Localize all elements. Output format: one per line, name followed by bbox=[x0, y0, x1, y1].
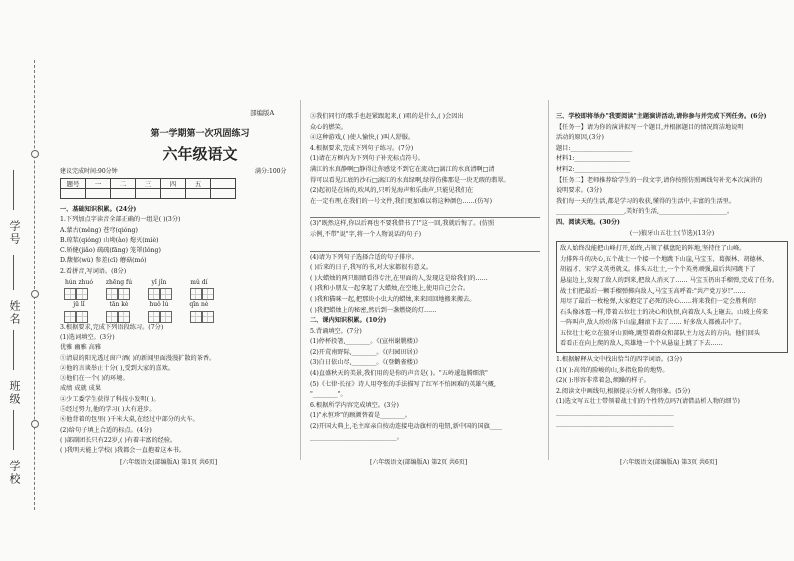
question-line: 三、学校即将举办"我要阅读"主题演讲活动,请你参与并完成下列任务。(6分) bbox=[556, 113, 767, 120]
write-box[interactable] bbox=[106, 288, 118, 300]
question-line: 示例,不带"说"字,将一个人物说话的句子) bbox=[310, 230, 422, 238]
question-line: 满江的水真静啊□静得让你感觉不到它在流动□漓江的水真清啊□清 bbox=[310, 165, 495, 173]
binding-hole bbox=[31, 290, 39, 298]
write-box[interactable] bbox=[118, 288, 130, 300]
page-3-footer: [六年级语文(部编版A) 第3页 共6页] bbox=[620, 459, 718, 466]
pinyin-label: yǐ jǐn bbox=[151, 279, 167, 287]
writing-grid-row bbox=[60, 311, 292, 323]
question-line: 材料2:__________________ bbox=[556, 165, 631, 173]
question-line: 【任务二】老师推荐给学生的一段文字,请你按照仿照画线句补充本次演讲的 bbox=[556, 176, 763, 184]
pinyin-label: mǔ dí bbox=[190, 279, 208, 287]
write-box[interactable] bbox=[190, 288, 202, 300]
passage-line: 石头像冰雹一样,带着五位壮士的决心和仇恨,向着敌人头上砸去。山坡上传来 bbox=[560, 308, 769, 316]
question-line: A.蒙古(měng) 苍穹(qióng) bbox=[60, 226, 138, 234]
question-line: (2)( ):形容非常着急,烦躁的样子。 bbox=[556, 377, 650, 385]
reading-title: (一)狼牙山五壮士(节选)(13分) bbox=[629, 229, 715, 237]
question-line: ____________________________。 bbox=[310, 433, 403, 441]
pinyin-label: huǒ lú bbox=[149, 301, 169, 309]
id-line bbox=[13, 170, 14, 210]
question-line: 材料1:__________________ bbox=[556, 155, 631, 163]
page-3-questions bbox=[556, 112, 788, 429]
question-line: (3)"既然这样,你以后再也不要我借书了!"这一回,我就后悔了。(仿照 bbox=[310, 220, 495, 228]
name-line bbox=[13, 255, 14, 290]
write-box[interactable] bbox=[160, 288, 172, 300]
name-label: 姓名 bbox=[8, 300, 21, 326]
exam-title: 六年级语文 bbox=[162, 145, 238, 163]
question-line: ( )我明天能上学校( )我都会一直抱着这本书。 bbox=[60, 447, 185, 455]
page-1-questions bbox=[60, 205, 292, 457]
write-box[interactable] bbox=[106, 311, 118, 323]
binding-hole bbox=[31, 420, 39, 428]
question-line: 3.根据要求,完成下列语段练习。(7分) bbox=[60, 323, 164, 331]
question-line: (5)《七律·长征》诗人用夸张的手法描写了红军不怕困难的英雄气概, bbox=[310, 380, 496, 388]
question-line: 4.根据要求,完成下列句子练习。(7分) bbox=[310, 144, 414, 152]
score-table bbox=[60, 178, 236, 199]
question-line: ( )我把蜡烛上的秘密,然后到一盏燃烧的灯…… bbox=[310, 306, 437, 314]
full-score: 满分:100分 bbox=[255, 168, 287, 175]
question-line: ( )大蜡烛的两只眼睛看得专注,在里面的人,发现这是给我们的…… bbox=[310, 274, 488, 282]
question-line: C.矫健(jiǎo) 疏疏(fāng) 笼罩(lǒng) bbox=[60, 247, 161, 255]
question-line: ______________________,美好的生活,______________________。 bbox=[556, 208, 734, 216]
write-box[interactable] bbox=[160, 311, 172, 323]
question-line: 优雅 幽雅 高雅 bbox=[60, 344, 102, 352]
question-line: D.馥郁(wù) 参差(cī) 蘑菇(mó) bbox=[60, 257, 147, 265]
question-line: (1)停杯投箸,________。《(宣州谢朓楼)》 bbox=[310, 338, 422, 346]
question-line: (2)开国大典上,毛主席亲自按动连接电动旗杆的电钮,新中国的国旗____ bbox=[310, 423, 503, 431]
write-box[interactable] bbox=[64, 311, 76, 323]
question-line: 众心的燃笑。 bbox=[310, 123, 348, 131]
passage-line: 悬崖边上,发现了敌人的到来,把敌人消灭了…… 马宝玉扔出手榴弹,完成了任务。 bbox=[560, 276, 779, 284]
class-line bbox=[13, 330, 14, 370]
question-line: (2)开荒南野际,________。《(归园田居)》 bbox=[310, 348, 422, 356]
question-line: 1.下列加点字读音全部正确的一组是( )(3分) bbox=[60, 216, 181, 224]
question-line: 2.看拼音,写词语。(8分) bbox=[60, 267, 127, 275]
write-box[interactable] bbox=[202, 311, 214, 323]
write-box[interactable] bbox=[148, 288, 160, 300]
question-line: ③他们在一个( )的环境。 bbox=[60, 375, 129, 383]
question-line: 二、课内知识积累。(10分) bbox=[310, 317, 387, 325]
id-label: 学号 bbox=[8, 220, 21, 246]
section-heading: 四、阅读天地。(30分) bbox=[556, 218, 620, 226]
pinyin-label: jū lǐ bbox=[73, 301, 85, 309]
score-cell bbox=[211, 179, 236, 189]
question-line: 1.根据解释从文中找出恰当的四字词语。(3分) bbox=[556, 356, 683, 364]
question-line: (1)选词填空。(3分) bbox=[60, 333, 115, 341]
write-box[interactable] bbox=[190, 311, 202, 323]
write-box[interactable] bbox=[76, 311, 88, 323]
question-line: ③我们同行的歌手也赶紧跟起来,( )唱的是什么,( )会因出 bbox=[310, 113, 464, 120]
answer-line[interactable]: ______________________________________ bbox=[556, 409, 674, 417]
write-box[interactable] bbox=[202, 288, 214, 300]
question-line: (2)起初是在场的,吹风的,只听见海声和乐曲声,只能见我们在 bbox=[310, 187, 474, 195]
question-line: 说明要求。(3分) bbox=[556, 187, 602, 195]
pinyin-label: qīn nè bbox=[189, 301, 209, 309]
passage-line: 战士们把最后一颗手榴弹掷向敌人,马宝玉高呼着:"共产党万岁!"…… bbox=[560, 287, 746, 295]
question-line: (1)( ):高耸的险峻的山,多指危险的地势。 bbox=[556, 366, 669, 374]
binding-dash-line bbox=[34, 60, 35, 510]
question-line: ( )部副团长只有22岁,( )有着丰富的经验。 bbox=[60, 436, 177, 444]
school-label: 学校 bbox=[8, 460, 21, 486]
question-line: ①清晨的阳光透过窗户洒( )的新闻里面漫漫扩散的茶香。 bbox=[60, 354, 216, 362]
question-line: 活动的原因,(3分) bbox=[556, 134, 604, 142]
answer-line[interactable] bbox=[310, 242, 540, 252]
write-box[interactable] bbox=[148, 311, 160, 323]
question-line: ⑤经过努力,他的学习( )大有进步。 bbox=[60, 406, 156, 414]
reading-passage bbox=[556, 241, 788, 353]
question-line: ( )我和小朋友一起拿起了大蜡烛,在空地上,使用自己会合。 bbox=[310, 285, 470, 293]
question-line: 题目:____________________ bbox=[556, 144, 633, 152]
question-line: B.琼浆(qióng) 山坳(ào) 熄灭(miè) bbox=[60, 236, 159, 244]
question-line: ( )后来的日子,我写的书,对大家都很有意义。 bbox=[310, 264, 433, 272]
question-line: 我们每一天的生活,都是学习的收获,懂得的生活中,丰富的生活里。 bbox=[556, 197, 736, 205]
question-line: 2.阅读文中画线句,根据提示分析人物形象。(5分) bbox=[556, 387, 691, 395]
question-line: ②他的言谈举止十分( ),受到大家的喜欢。 bbox=[60, 364, 174, 372]
binding-hole bbox=[31, 150, 39, 158]
question-line: 一、基础知识积累。(24分) bbox=[60, 206, 137, 213]
question-line: (3)白日依山尽,________。《(登鹳雀楼)》 bbox=[310, 359, 422, 367]
question-line: (1)选文写五壮士带领着战士们的个性特点吗?(请借品析人物的细节) bbox=[556, 398, 740, 406]
question-line: ⑥他背着的包里( )千米大桌,在经过中部分的火车。 bbox=[60, 416, 199, 424]
question-line: 6.根据所学内容完成填空。(3分) bbox=[310, 401, 399, 409]
passage-line: 用尽了最后一枚枪弹,大家抱定了必死的决心……将来我们一定会胜利的! bbox=[560, 298, 757, 306]
question-line: ( )我和猫咪一起,把那块小虫大的蜡烛,来来回回地搬来搬去。 bbox=[310, 295, 476, 303]
question-line: 在一定有理,在我们的一号文件,我们更加难以将这种颜色……(仿写) bbox=[310, 197, 493, 205]
class-label: 班级 bbox=[8, 380, 21, 406]
write-box[interactable] bbox=[76, 288, 88, 300]
time-note: 建议完成时间:90分钟 bbox=[60, 168, 118, 175]
pinyin-label: hún zhuó bbox=[64, 279, 93, 287]
writing-grid-row bbox=[60, 288, 292, 300]
answer-line[interactable] bbox=[310, 208, 540, 218]
question-line: (4)请为下列句子选择合适的句子排序。 bbox=[310, 253, 418, 261]
score-cell: 题号 bbox=[61, 179, 86, 189]
passage-line: 看看正在向上爬的敌人,英雄地一个个从悬崖上跳了下去…… bbox=[560, 340, 723, 348]
write-box[interactable] bbox=[118, 311, 130, 323]
page-divider bbox=[300, 100, 301, 460]
question-line: 得可以看见江底的沙石□漓江的水真绿啊,绿得仿佛那是一块无瑕的翡翠。 bbox=[310, 176, 510, 184]
score-cell: 四 bbox=[161, 179, 186, 189]
passage-line: 五位壮士屹立在狼牙山顶峰,眺望着群众和部队主力远去的方向。他们回头 bbox=[560, 329, 760, 337]
score-cell: 一 bbox=[86, 179, 111, 189]
school-line bbox=[13, 410, 14, 450]
page-2-questions bbox=[310, 112, 540, 443]
pinyin-label: zhēng fú bbox=[105, 279, 133, 287]
exam-subtitle: 第一学期第一次巩固练习 bbox=[150, 129, 250, 139]
score-cell: 五 bbox=[186, 179, 211, 189]
question-line: 5.背诵填空。(7分) bbox=[310, 327, 362, 335]
question-line: (1)请在方框内为下列句子补充标点符号。 bbox=[310, 155, 424, 163]
score-cell: 二 bbox=[111, 179, 136, 189]
question-line: (1)"永恒珍"的顾颜替着是________。 bbox=[310, 412, 412, 420]
pinyin-row bbox=[60, 278, 292, 288]
question-line: 成绩 成就 成果 bbox=[60, 385, 102, 393]
score-cell: 三 bbox=[136, 179, 161, 189]
passage-line: 胡福才、宋学义英勇就义。排头五壮士,一个个英勇顽强,最后共同跳下了 bbox=[560, 266, 756, 274]
page-1-footer: [六年级语文(部编版A) 第1页 共6页] bbox=[120, 459, 218, 466]
pinyin-label: tān kè bbox=[109, 301, 129, 309]
binding-margin bbox=[0, 0, 52, 561]
question-line: 【任务一】请为你的演讲拟写一个题目,并根据题目的情况简洁地说明 bbox=[556, 123, 744, 131]
pinyin-row bbox=[60, 300, 292, 310]
question-line: ④少工委学生获得了科技小发明( )。 bbox=[60, 395, 160, 403]
answer-line[interactable]: ______________________________________ bbox=[556, 419, 674, 427]
question-line: "________"。 bbox=[310, 391, 347, 399]
passage-line: 力排阵斗的决心,五个战士一个接一个地跳下山崖,马宝玉、葛振林、胡德林、 bbox=[560, 255, 769, 263]
edition-badge: 部编版A bbox=[250, 109, 275, 117]
passage-line: 一阵叫声,敌人纷纷落下山崖,翻滚下去了…… 好多敌人都被击中了。 bbox=[560, 319, 746, 327]
passage-line: 敌人始终没能把山峰打开,始终,占领了棋盘陀的阵地,坚持住了山峰。 bbox=[560, 245, 746, 253]
question-line: ④这种游戏,( )使人愉快,( )叫人舒服。 bbox=[310, 134, 415, 142]
page-2-footer: [六年级语文(部编版A) 第2页 共6页] bbox=[370, 459, 468, 466]
question-line: (4)直盛秋天的美景,我们用的是你的声音是( )。"五岭逶迤腾细浪" bbox=[310, 370, 488, 378]
question-line: (2)给句子填上合适的标点。(4分) bbox=[60, 426, 152, 434]
write-box[interactable] bbox=[64, 288, 76, 300]
page-divider bbox=[548, 100, 549, 460]
